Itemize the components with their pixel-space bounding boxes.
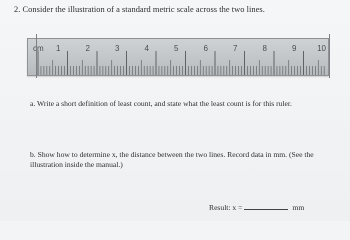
question-part-a: a. Write a short definition of least count, and state what the least count is for this ruler. xyxy=(30,99,292,108)
ruler-number: 2 xyxy=(85,44,90,53)
metric-ruler xyxy=(27,38,329,76)
ruler-number: 9 xyxy=(292,44,297,53)
question-title: 2. Consider the illustration of a standard metric scale across the two lines. xyxy=(14,5,265,14)
ruler-number: 4 xyxy=(144,44,149,53)
ruler-number: 7 xyxy=(233,44,238,53)
ruler-number: 1 xyxy=(56,44,61,53)
ruler-number: 8 xyxy=(262,44,267,53)
ruler-number: 10 xyxy=(317,44,326,53)
ruler-number: 3 xyxy=(115,44,120,53)
result-line xyxy=(209,203,304,212)
result-answer-blank[interactable] xyxy=(244,208,288,210)
result-label: Result: x = xyxy=(209,203,243,212)
right-measurement-line xyxy=(329,34,330,78)
ruler-number: 5 xyxy=(174,44,179,53)
ruler-scale xyxy=(28,39,328,75)
question-part-b: b. Show how to determine x, the distance between the two lines. Record data in mm. (See the illustration inside the manual.) xyxy=(30,150,314,169)
ruler-ticks xyxy=(38,51,324,75)
left-measurement-line xyxy=(36,34,37,78)
result-unit: mm xyxy=(292,203,305,212)
ruler-number: 6 xyxy=(203,44,208,53)
ruler-unit-label: cm xyxy=(33,44,44,53)
